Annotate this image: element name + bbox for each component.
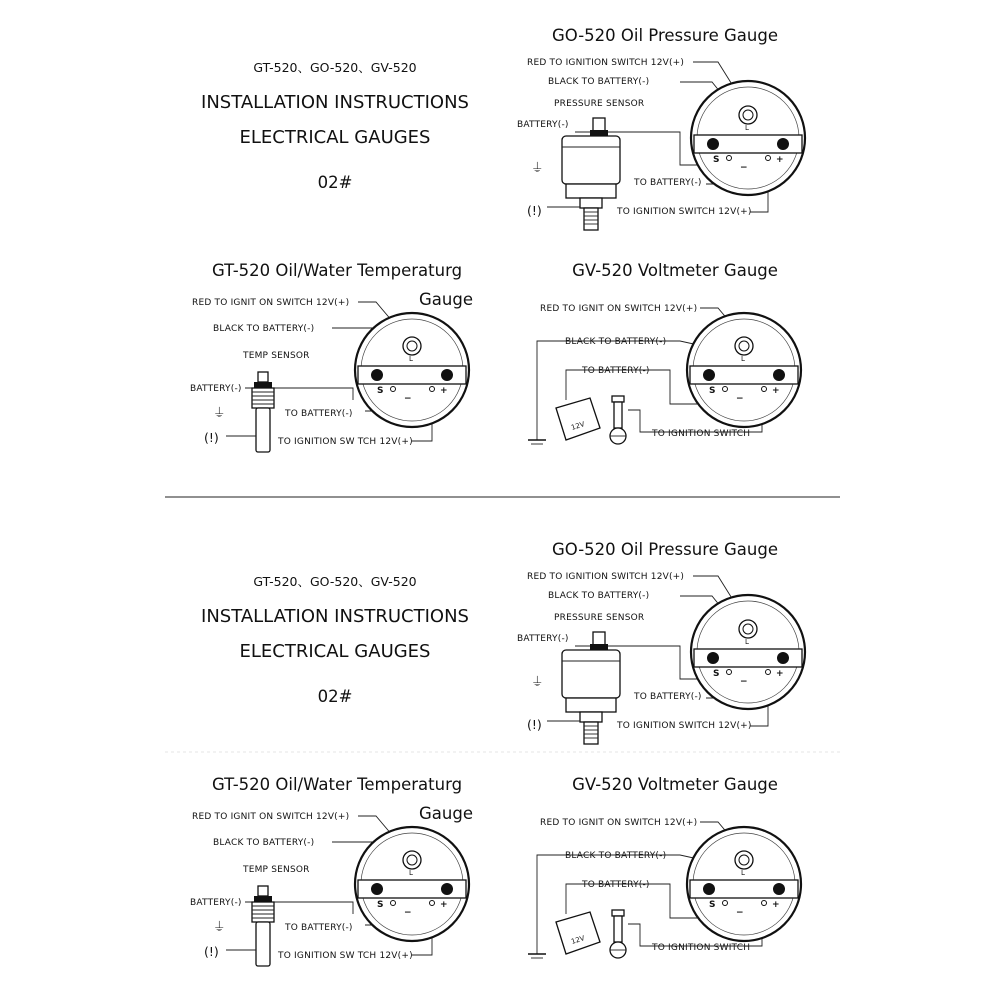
sensor-label: PRESSURE SENSOR [554,99,645,109]
battery-icon [528,912,600,958]
oil-pressure-title: GO-520 Oil Pressure Gauge [551,540,779,559]
plus-terminal-label: + [440,386,448,396]
mount-nut-right-icon [777,652,789,664]
sheet-copy-1 [190,26,805,452]
red-wire-label: RED TO IGNIT ON SWITCH 12V(+) [192,812,350,822]
mount-nut-left-icon [371,369,383,381]
mount-nut-left-icon [703,369,715,381]
header-block [201,574,469,706]
sensor-label: PRESSURE SENSOR [554,613,645,623]
model-list: GT-520、GO-520、GV-520 [253,574,417,589]
oil-pressure-gauge [691,595,805,709]
voltmeter-section [528,775,801,958]
s-terminal-label: S [709,900,716,910]
ground-symbol-icon: ⏚ [531,160,544,175]
lamp-socket-icon [735,337,753,355]
battery-voltage-label: 12V [570,420,586,432]
warning-symbol-icon: (!) [527,203,542,218]
plus-terminal-label: + [772,386,780,396]
temperature-section [190,261,473,452]
mount-nut-left-icon [707,652,719,664]
red-wire-label: RED TO IGNIT ON SWITCH 12V(+) [540,818,698,828]
to-ignition-label: TO IGNITION SWITCH 12V(+) [617,721,752,731]
s-terminal-label: S [377,386,384,396]
minus-terminal-label: − [740,677,748,687]
sheet-copy-2 [190,540,805,966]
mount-nut-right-icon [773,883,785,895]
warning-symbol-icon: (!) [527,717,542,732]
black-wire-label: BLACK TO BATTERY(-) [565,337,667,347]
battery-voltage-label: 12V [570,934,586,946]
minus-terminal-label: − [404,394,412,404]
mount-nut-right-icon [441,883,453,895]
red-wire-label: RED TO IGNIT ON SWITCH 12V(+) [540,304,698,314]
lamp-terminal-label: L [409,869,413,877]
lamp-socket-icon [403,337,421,355]
battery-icon [528,398,600,444]
lamp-terminal-label: L [745,638,749,646]
lamp-terminal-label: L [741,355,745,363]
mount-nut-left-icon [707,138,719,150]
temperature-section [190,775,473,966]
s-terminal-label: S [377,900,384,910]
red-wire-label: RED TO IGNITION SWITCH 12V(+) [527,58,685,68]
lamp-socket-icon [735,851,753,869]
to-battery-label: TO BATTERY(-) [582,366,650,376]
to-ignition-label: TO IGNITION SWITCH 12V(+) [617,207,752,217]
red-wire-label: RED TO IGNIT ON SWITCH 12V(+) [192,298,350,308]
temperature-gauge [355,313,469,427]
mount-nut-left-icon [703,883,715,895]
plus-terminal-label: + [776,155,784,165]
temperature-title: GT-520 Oil/Water Temperaturg [211,775,463,794]
minus-terminal-label: − [736,908,744,918]
to-battery-label: TO BATTERY(-) [634,692,702,702]
warning-symbol-icon: (!) [204,944,219,959]
header-block [201,60,469,192]
to-ignition-label: TO IGNITION SW TCH 12V(+) [278,437,413,447]
to-ignition-label: TO IGNITION SW TCH 12V(+) [278,951,413,961]
voltmeter-gauge [687,827,801,941]
lamp-socket-icon [403,851,421,869]
mount-nut-right-icon [441,369,453,381]
oil-pressure-gauge [691,81,805,195]
voltmeter-title: GV-520 Voltmeter Gauge [572,775,778,794]
ignition-key-icon [610,396,626,444]
black-wire-label: BLACK TO BATTERY(-) [213,324,315,334]
lamp-terminal-label: L [741,869,745,877]
model-list: GT-520、GO-520、GV-520 [253,60,417,75]
instructions-title: INSTALLATION INSTRUCTIONS [201,606,469,627]
battery-label: BATTERY(-) [190,898,242,908]
to-battery-label: TO BATTERY(-) [634,178,702,188]
minus-terminal-label: − [736,394,744,404]
plus-terminal-label: + [440,900,448,910]
oil-pressure-section [517,540,805,744]
voltmeter-title: GV-520 Voltmeter Gauge [572,261,778,280]
ground-symbol-icon: ⏚ [531,674,544,689]
battery-label: BATTERY(-) [517,120,569,130]
lamp-terminal-label: L [745,124,749,132]
ground-symbol-icon: ⏚ [213,919,226,934]
plus-terminal-label: + [776,669,784,679]
black-wire-label: BLACK TO BATTERY(-) [548,591,650,601]
to-ignition-label: TO IGNITION SWITCH [652,943,751,953]
sensor-label: TEMP SENSOR [243,865,310,875]
minus-terminal-label: − [740,163,748,173]
warning-symbol-icon: (!) [204,430,219,445]
ground-symbol-icon: ⏚ [213,405,226,420]
sheet-code: 02# [317,173,353,192]
temperature-title-gauge: Gauge [419,804,473,823]
to-ignition-label: TO IGNITION SWITCH [652,429,751,439]
s-terminal-label: S [713,155,720,165]
mount-nut-left-icon [371,883,383,895]
voltmeter-gauge [687,313,801,427]
oil-pressure-title: GO-520 Oil Pressure Gauge [551,26,779,45]
mount-nut-right-icon [773,369,785,381]
temperature-gauge [355,827,469,941]
to-battery-label: TO BATTERY(-) [285,409,353,419]
pressure-sensor-icon [547,632,620,744]
voltmeter-section [528,261,801,444]
lamp-socket-icon [739,106,757,124]
temperature-title: GT-520 Oil/Water Temperaturg [211,261,463,280]
minus-terminal-label: − [404,908,412,918]
electrical-gauges-title: ELECTRICAL GAUGES [239,641,431,662]
s-terminal-label: S [709,386,716,396]
black-wire-label: BLACK TO BATTERY(-) [565,851,667,861]
sensor-label: TEMP SENSOR [243,351,310,361]
lamp-terminal-label: L [409,355,413,363]
instructions-title: INSTALLATION INSTRUCTIONS [201,92,469,113]
black-wire-label: BLACK TO BATTERY(-) [548,77,650,87]
electrical-gauges-title: ELECTRICAL GAUGES [239,127,431,148]
sheet-code: 02# [317,687,353,706]
oil-pressure-section [517,26,805,230]
to-battery-label: TO BATTERY(-) [285,923,353,933]
pressure-sensor-icon [547,118,620,230]
lamp-socket-icon [739,620,757,638]
ignition-key-icon [610,910,626,958]
battery-label: BATTERY(-) [190,384,242,394]
plus-terminal-label: + [772,900,780,910]
battery-label: BATTERY(-) [517,634,569,644]
black-wire-label: BLACK TO BATTERY(-) [213,838,315,848]
to-battery-label: TO BATTERY(-) [582,880,650,890]
temperature-title-gauge: Gauge [419,290,473,309]
s-terminal-label: S [713,669,720,679]
mount-nut-right-icon [777,138,789,150]
red-wire-label: RED TO IGNITION SWITCH 12V(+) [527,572,685,582]
